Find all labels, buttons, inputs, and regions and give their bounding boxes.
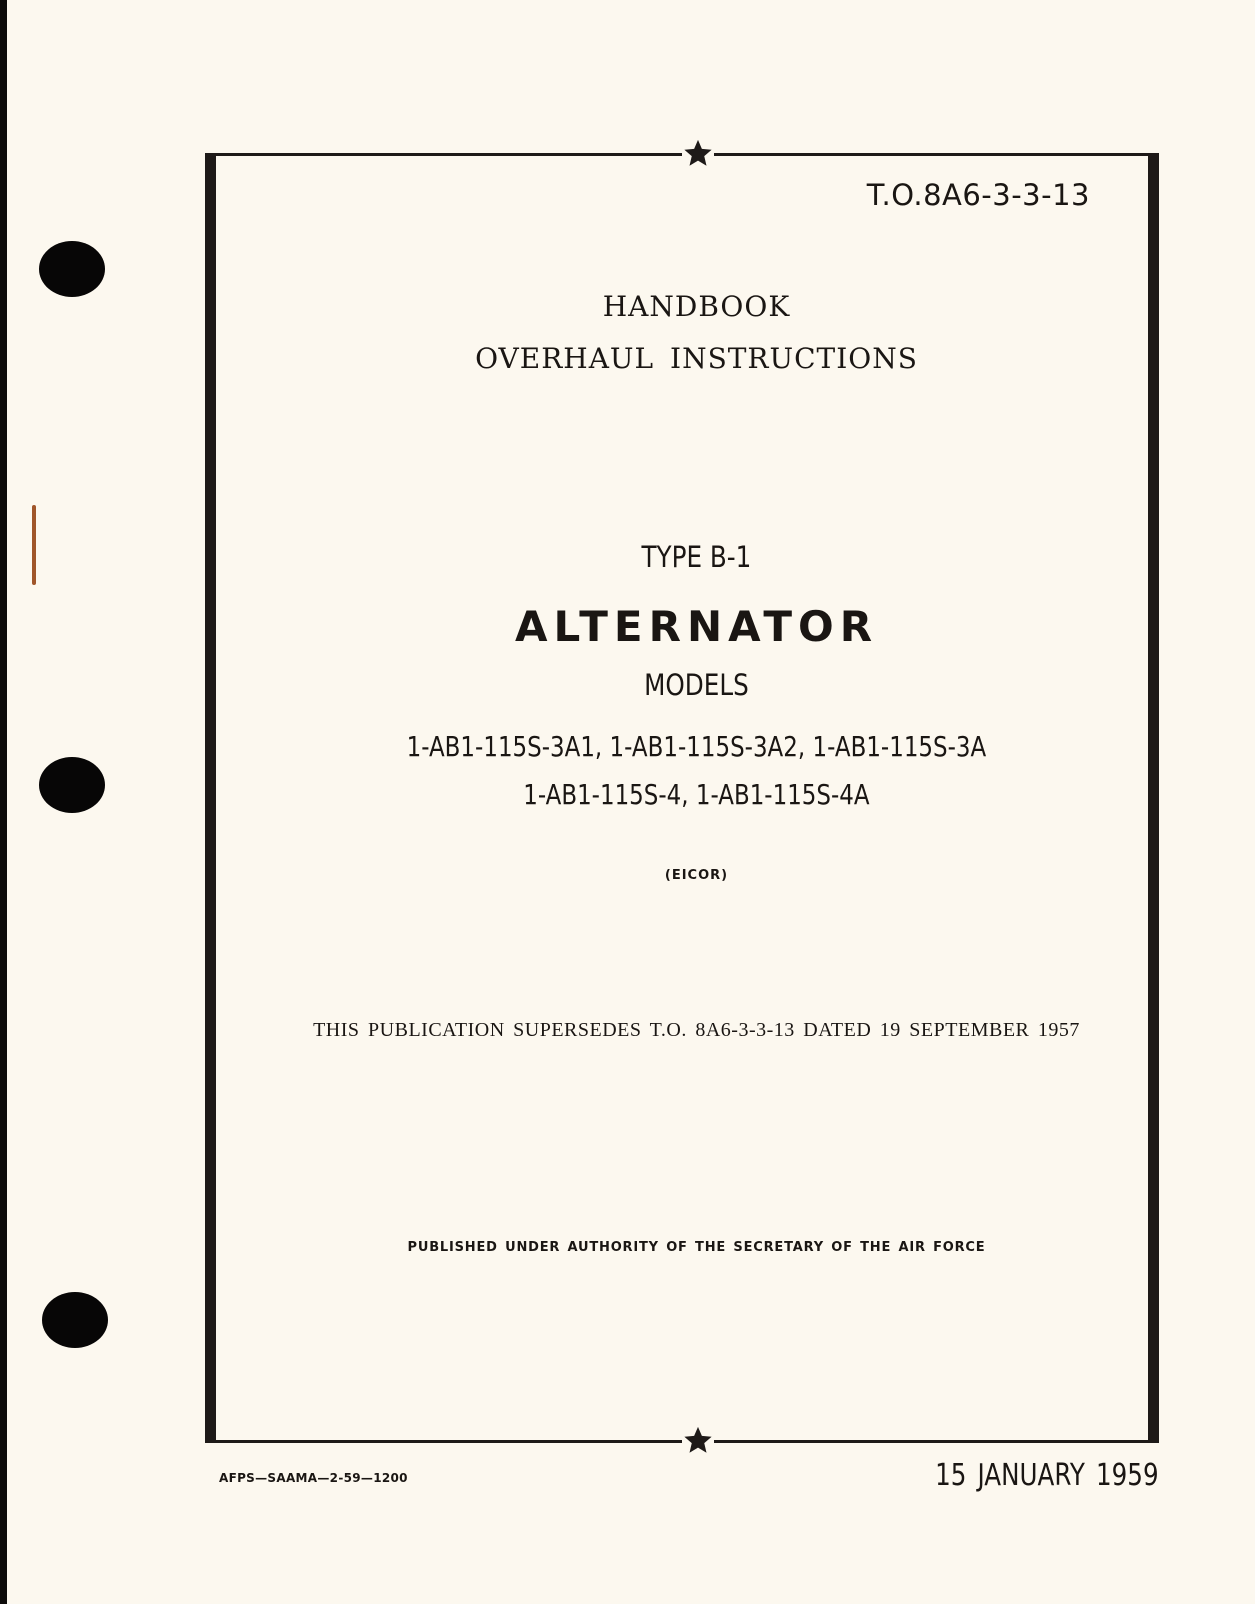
authority-statement: PUBLISHED UNDER AUTHORITY OF THE SECRETARY OF THE AIR FORCE <box>407 1240 986 1255</box>
print-code: AFPS—SAAMA—2-59—1200 <box>219 1471 408 1485</box>
star-icon <box>682 137 714 169</box>
models-list-line-2: 1-AB1-115S-4, 1-AB1-115S-4A <box>523 778 870 811</box>
scan-edge <box>0 0 7 1604</box>
punch-hole-middle <box>39 757 105 813</box>
frame-mark <box>1181 1221 1187 1227</box>
technical-order-number: T.O.8A6-3-3-13 <box>866 178 1090 212</box>
manufacturer: (EICOR) <box>664 868 729 883</box>
models-list-line-1: 1-AB1-115S-3A1, 1-AB1-115S-3A2, 1-AB1-115S-3A <box>406 730 987 763</box>
document-title: ALTERNATOR <box>514 602 879 651</box>
issue-date: 15 JANUARY 1959 <box>935 1458 1159 1493</box>
punch-hole-top <box>39 241 105 297</box>
supersedes-notice: THIS PUBLICATION SUPERSEDES T.O. 8A6-3-3-13 DATED 19 SEPTEMBER 1957 <box>313 1019 1080 1041</box>
models-label: MODELS <box>644 668 749 702</box>
document-subtitle: OVERHAUL INSTRUCTIONS <box>475 342 918 375</box>
equipment-type: TYPE B-1 <box>641 540 752 574</box>
handbook-heading: HANDBOOK <box>602 290 791 323</box>
punch-hole-bottom <box>42 1292 108 1348</box>
rust-stain <box>32 505 36 585</box>
star-icon <box>682 1424 714 1456</box>
